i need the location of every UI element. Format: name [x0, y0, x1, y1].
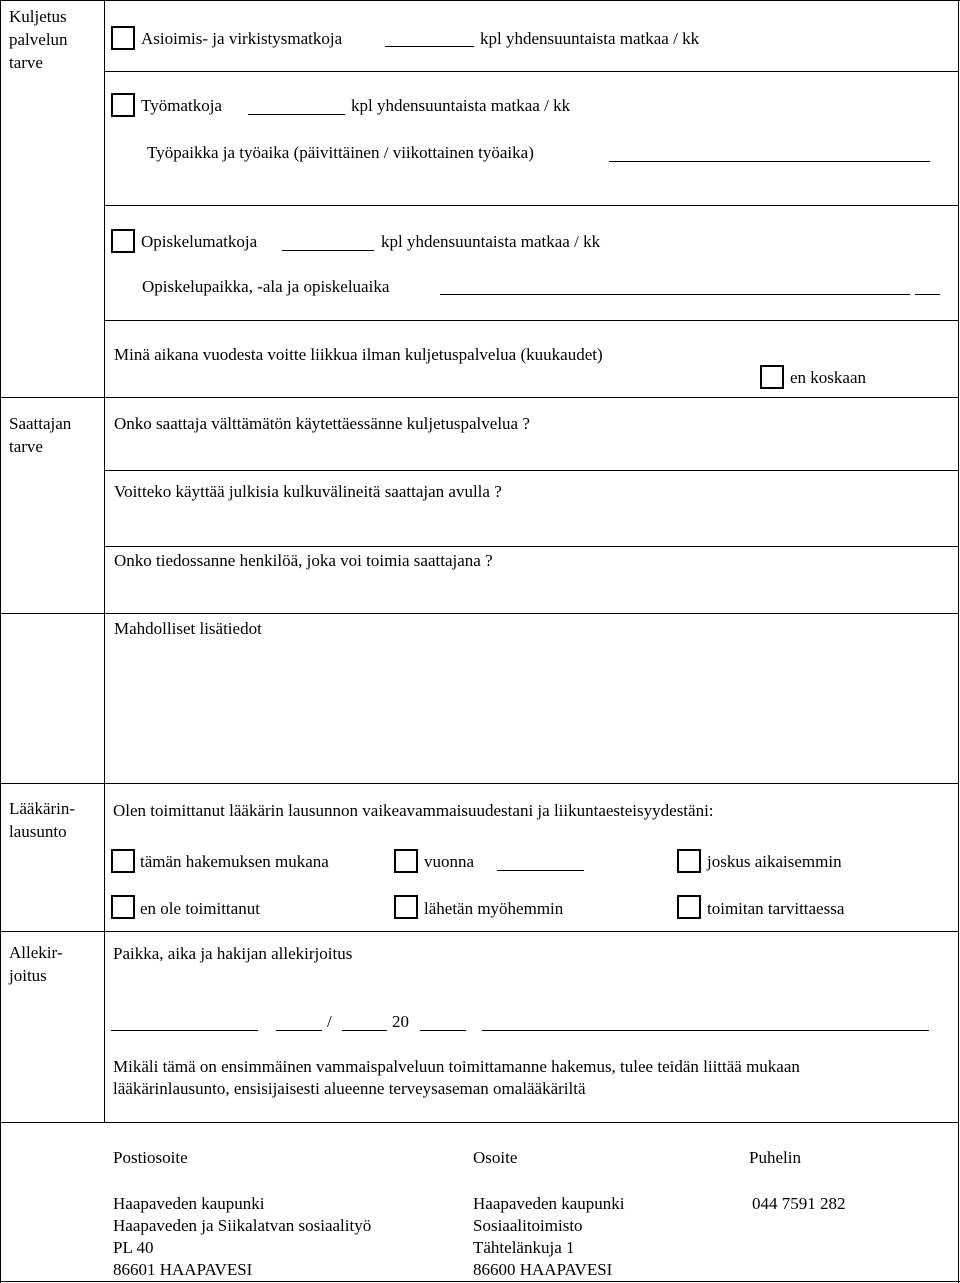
section-label-allekirjoitus: Allekir- joitus — [9, 943, 63, 985]
footer-osoite — [473, 1193, 625, 1281]
asiointi-suffix: kpl yhdensuuntaista matkaa / kk — [480, 29, 700, 48]
footer-posti-line: Haapaveden kaupunki — [113, 1194, 265, 1213]
footer-osoite-line: Tähtelänkuja 1 — [473, 1238, 575, 1257]
laakari-opt5-label: lähetän myöhemmin — [424, 899, 564, 918]
frame-left — [0, 0, 1, 1283]
year-prefix: 20 — [392, 1012, 409, 1031]
footer-osoite-line: 86600 HAAPAVESI — [473, 1260, 613, 1279]
month-field[interactable] — [342, 1030, 387, 1031]
frame-bottom — [0, 1281, 960, 1282]
footer-posti-line: PL 40 — [113, 1238, 154, 1257]
tyomatka-suffix: kpl yhdensuuntaista matkaa / kk — [351, 96, 571, 115]
footer-puhelin: 044 7591 282 — [752, 1194, 846, 1213]
laakari-intro: Olen toimittanut lääkärin lausunnon vaikeavammaisuudestani ja liikuntaesteisyydestäni: — [113, 801, 714, 820]
tyomatka-checkbox[interactable] — [111, 93, 135, 117]
allekirjoitus-note: Mikäli tämä on ensimmäinen vammaispalveluun toimittamanne hakemus, tulee teidän liittää mukaan lääkärinlausunto, ensisijaisesti alueenne terveysaseman omalääkäriltä — [113, 1057, 800, 1098]
year-field[interactable] — [420, 1030, 466, 1031]
signature-field[interactable] — [482, 1030, 929, 1031]
laakari-opt5-checkbox[interactable] — [394, 895, 418, 919]
footer-osoite-line: Sosiaalitoimisto — [473, 1216, 583, 1235]
row-divider — [0, 783, 959, 784]
laakari-opt4-checkbox[interactable] — [111, 895, 135, 919]
laakari-opt4-label: en ole toimittanut — [140, 899, 260, 918]
row-divider — [104, 71, 959, 72]
section-label-laakari: Lääkärin- lausunto — [9, 799, 76, 841]
liikkua-label: Minä aikana vuodesta voitte liikkua ilman kuljetuspalvelua (kuukaudet) — [114, 345, 603, 364]
asiointi-count-field[interactable] — [385, 46, 474, 47]
laakari-year-field[interactable] — [497, 870, 584, 871]
day-field[interactable] — [276, 1030, 322, 1031]
saattaja-question-2: Voitteko käyttää julkisia kulkuvälineitä saattajan avulla ? — [114, 482, 502, 501]
asiointi-checkbox[interactable] — [111, 26, 135, 50]
opiskelu-label: Opiskelumatkoja — [141, 232, 258, 251]
allekirjoitus-label: Paikka, aika ja hakijan allekirjoitus — [113, 944, 353, 963]
opiskelu-suffix: kpl yhdensuuntaista matkaa / kk — [381, 232, 601, 251]
section-label-kuljetus: Kuljetus palvelun tarve — [9, 7, 68, 72]
en-koskaan-label: en koskaan — [790, 368, 867, 387]
tyopaikka-field[interactable] — [609, 161, 930, 162]
laakari-opt1-checkbox[interactable] — [111, 849, 135, 873]
footer-posti-line: 86601 HAAPAVESI — [113, 1260, 253, 1279]
footer-posti-line: Haapaveden ja Siikalatvan sosiaalityö — [113, 1216, 372, 1235]
row-divider — [0, 1122, 959, 1123]
footer-postiosoite-heading: Postiosoite — [113, 1148, 188, 1167]
laakari-opt3-checkbox[interactable] — [677, 849, 701, 873]
tyomatka-count-field[interactable] — [248, 114, 345, 115]
frame-right — [958, 0, 959, 1283]
footer-puhelin-heading: Puhelin — [749, 1148, 801, 1167]
tyomatka-label: Työmatkoja — [141, 96, 222, 115]
row-divider — [104, 205, 959, 206]
row-divider — [0, 931, 959, 932]
opiskelupaikka-field-ext — [915, 294, 940, 295]
lisatiedot-label: Mahdolliset lisätiedot — [114, 619, 262, 638]
footer-postiosoite — [113, 1193, 371, 1281]
row-divider — [0, 613, 959, 614]
asiointi-label: Asioimis- ja virkistysmatkoja — [141, 29, 343, 48]
place-field[interactable] — [111, 1030, 258, 1031]
frame-top — [0, 0, 960, 1]
row-divider — [0, 397, 959, 398]
section-label-saattaja: Saattajan tarve — [9, 414, 72, 456]
laakari-opt1-label: tämän hakemuksen mukana — [140, 852, 329, 871]
row-divider — [104, 546, 959, 547]
laakari-opt6-label: toimitan tarvittaessa — [707, 899, 845, 918]
row-divider — [104, 470, 959, 471]
opiskelu-checkbox[interactable] — [111, 229, 135, 253]
opiskelupaikka-field[interactable] — [440, 294, 910, 295]
date-slash: / — [327, 1012, 332, 1031]
opiskelu-count-field[interactable] — [282, 250, 374, 251]
tyopaikka-label: Työpaikka ja työaika (päivittäinen / viikottainen työaika) — [147, 143, 534, 162]
row-divider — [104, 320, 959, 321]
footer-osoite-heading: Osoite — [473, 1148, 518, 1167]
footer-osoite-line: Haapaveden kaupunki — [473, 1194, 625, 1213]
laakari-opt2-checkbox[interactable] — [394, 849, 418, 873]
laakari-opt6-checkbox[interactable] — [677, 895, 701, 919]
saattaja-question-3: Onko tiedossanne henkilöä, joka voi toimia saattajana ? — [114, 551, 493, 570]
laakari-opt3-label: joskus aikaisemmin — [707, 852, 842, 871]
opiskelupaikka-label: Opiskelupaikka, -ala ja opiskeluaika — [142, 277, 390, 296]
saattaja-question-1: Onko saattaja välttämätön käytettäessänne kuljetuspalvelua ? — [114, 414, 530, 433]
en-koskaan-checkbox[interactable] — [760, 365, 784, 389]
laakari-opt2-label: vuonna — [424, 852, 475, 871]
column-divider — [104, 0, 105, 1122]
